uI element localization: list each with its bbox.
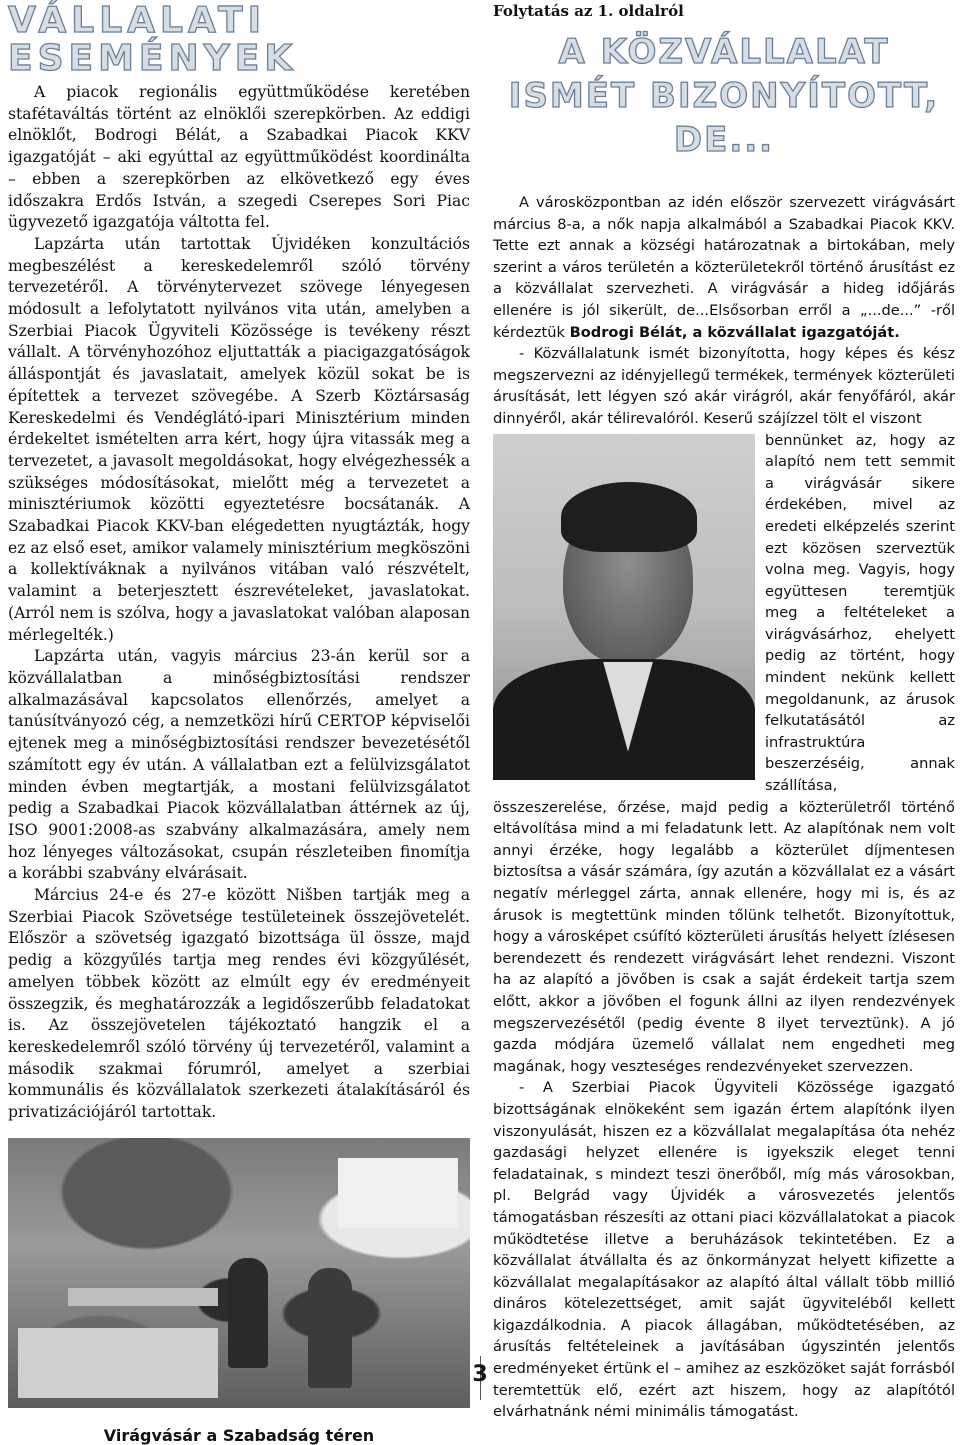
continued-note: Folytatás az 1. oldalról <box>493 2 684 20</box>
answer-paragraph: - A Szerbiai Piacok Ügyviteli Közössége igazgató bizottságának elnökeként sem igazán értem alapítónk ilyen viszonyulását, hiszen ez a közvállalat megalapítása óta nehéz gazdasági helyzet ellenére is igyekszik eleget tenni feladatainak, s mindezt teszi önerőből, míg más városokban, pl. Belgrád vagy Újvidék a városvezetés jelentős támogatásban részesíti az ottani piaci közvállalatokat a piacok működtetése illetve a beruházások tekintetében. Ez a közvállalat átvállalta és az önkormányzat helyett kifizette a közvállalat megalapításakor az alapító által vállalt több millió dináros kötelezettséget, amit saját ügyviteléből kellett kigazdálkodnia. A piacok állagában, működtetésében, az árusítás feltételeinek a javításában úgyszintén jelentős eredményeket értünk el – amihez az eszközöket saját forrásból teremtettük elő, ezért azt hiszem, hogy az alapítótól elvárhatnánk némi minimális támogatást. <box>493 1079 955 1421</box>
page-number: 3 <box>472 1362 488 1387</box>
article-paragraph: A piacok regionális együttműködése keretében stafétaváltás történt az elnöklői szerepkörben. Az eddigi elnöklőt, Bodrogi Bélát, a Szabadkai Piacok KKV igazgatóját – aki egyúttal az együttműködést koordinálta – ebben a szerepkörben az elkövetkező egy éves időszakra Erdős István, a szegedi Cserepes Sori Piac ügyvezető igazgatója váltotta fel. <box>8 83 470 232</box>
interviewee-name: Bodrogi Bélát, a közvállalat igazgatóját. <box>569 323 900 341</box>
right-column <box>493 0 955 1421</box>
article-paragraph: Március 24-e és 27-e között Nišben tartják meg a Szerbiai Piacok Szövetsége testületeinek összejövetelét. Először a szövetség igazgató bizottsága ül össze, majd pedig a közgyűlés tartja meg rendes évi közgyűlését, amelyen többek között az elmúlt egy év eredményeit összegzik, és meghatározzák a legidőszerűbb feladatokat is. Az összejövetelen tájékoztató hangzik el a kereskedelemről szóló törvény új tervezetéről, valamint a második szakmai fórumról, amelyet a szerbiai kommunális és közvállalatok szerkezeti átalakításáról és privatizációjáról tartottak. <box>8 886 470 1122</box>
article-headline <box>493 30 955 162</box>
intro-text: A városközpontban az idén először szervezett virágvásárt március 8-a, a nők napja alkalmából a Szabadkai Piacok KKV. Tette ezt annak a községi határozatnak a birtokában, mely szerint a város területén a közterületekről történő árusítást ez a közvállalat szervezheti. A virágvásár a hideg időjárás ellenére is jól sikerült, de...Elsősorban erről a „...de...” -ről kérdeztük <box>493 194 955 341</box>
headline-line: ISMÉT BIZONYÍTOTT, DE... <box>508 76 940 160</box>
photo-person-shape <box>308 1268 352 1388</box>
headline-line: A KÖZVÁLLALAT <box>558 32 890 72</box>
answer-text: bennünket az, hogy az alapító nem tett semmit a virágvásár sikere érdekében, mivel az eredeti elképzelés szerint ezt közösen szerveztük volna meg. Vagyis, hogy együttesen teremtjük meg a feltételeket a virágvásárhoz, ehelyett pedig az történt, hogy mindent nekünk kellett megoldanunk, az árusok felkutatásától az infrastruktúra beszerzéséig, annak szállítása, összeszerelése, őrzése, majd pedig a közterületről történő eltávolítása mind a mi feladatunk lett. Az alapítónak nem volt annyi érzéke, hogy legalább a közterület díjmentesen biztosítsa a vásár számára, így azután a közvállalat ez a vásárt negatív mérleggel zárta, annak ellenére, hogy mi is, és az árusok is megtettünk minden tőlünk telhetőt. Bizonyítottuk, hogy a városképet csúfító közterületi árusítás helyett ízlésesen berendezett és rendezett virágvásárt lehet rendezni. Viszont ha az alapító a jövőben is csak a saját érdekeit tartja szem előtt, akkor a jövőben el fogunk állni az ilyen rendezvények megszervezésétől (pedig évente 8 ilyet terveztünk). A jó gazda módjára üzemelő vállalat nem engedheti meg magának, hogy veszteséges rendezvényeket szervezzen. <box>493 431 955 1075</box>
left-column <box>8 0 470 1445</box>
photo-tent-shape <box>338 1158 458 1228</box>
director-portrait-photo <box>493 434 755 780</box>
intro-paragraph <box>493 192 955 343</box>
answer-paragraph-wrapped <box>493 430 955 1078</box>
photo-caption: Virágvásár a Szabadság téren <box>103 1425 375 1445</box>
photo-flowers-shape <box>18 1328 218 1398</box>
section-title: VÁLLALATI ESEMÉNYEK <box>8 0 298 79</box>
photo-stall-shape <box>68 1288 218 1306</box>
article-paragraph: Lapzárta után, vagyis március 23-án kerül sor a közvállalatban a minőségbiztosítási rendszer alkalmazásával kapcsolatos ellenőrzés, amelyet a tanúsítványozó cég, a nemzetközi hírű CERTOP képviselői ejtenek meg a minőségbiztosítási rendszer bevezetésétől számított egy év után. A vállalatban ezt a felülvizsgálatot minden évben megtartják, a mostani felülvizsgálatot pedig a Szabadkai Piacok közvállalatban áttérnek az új, ISO 9001:2008-as szabvány alkalmazására, amely nem hoz lényeges változásokat, csupán részleteiben finomítja a korábbi szabvány elvárásait. <box>8 647 470 883</box>
flower-market-photo <box>8 1138 470 1408</box>
photo-person-shape <box>228 1258 268 1368</box>
article-paragraph: Lapzárta után tartottak Újvidéken konzultációs megbeszélést a kereskedelemről szóló törvény tervezetéről. A törvénytervezet szövege lényegesen módosult a lefolytatott nyilvános vita után, amelyben a Szerbiai Piacok Ügyviteli Közössége is tevékeny részt vállalt. A törvényhozóhoz eljuttatták a piacigazgatóságok álláspontját és javaslatait, amelyek közül sokat be is építettek a tervezet szövegébe. A Szerb Köztársaság Kereskedelmi és Vendéglátó-ipari Minisztérium minden érdekeltet ismételten arra kért, hogy újra vitassák meg a tervezetet, a javasolt megoldásokat, hogy elvégezhessék a szükséges módosításokat, mielőtt még a tervezetet a minisztériumok közötti egyeztetésre bocsátanák. A Szabadkai Piacok KKV-ban elégedetten nyugtázták, hogy ez az első eset, amikor valamely minisztérium megköszöni a kollektíváknak a nyilvános vitában való részvételt, valamint a beterjesztett észrevételeket, javaslatokat. (Arról nem is szólva, hogy a javaslatokat valóban alaposan mérlegelték.) <box>8 234 470 644</box>
answer-paragraph: - Közvállalatunk ismét bizonyította, hogy képes és kész megszervezni az idényjellegű termékek, termények közterületi árusítását, lett légyen szó akár virágról, akár fenyőfáról, akár dinnyéről, akár télirevalóról. Keserű szájízzel tölt el viszont <box>493 345 955 427</box>
portrait-hair-shape <box>561 482 697 552</box>
